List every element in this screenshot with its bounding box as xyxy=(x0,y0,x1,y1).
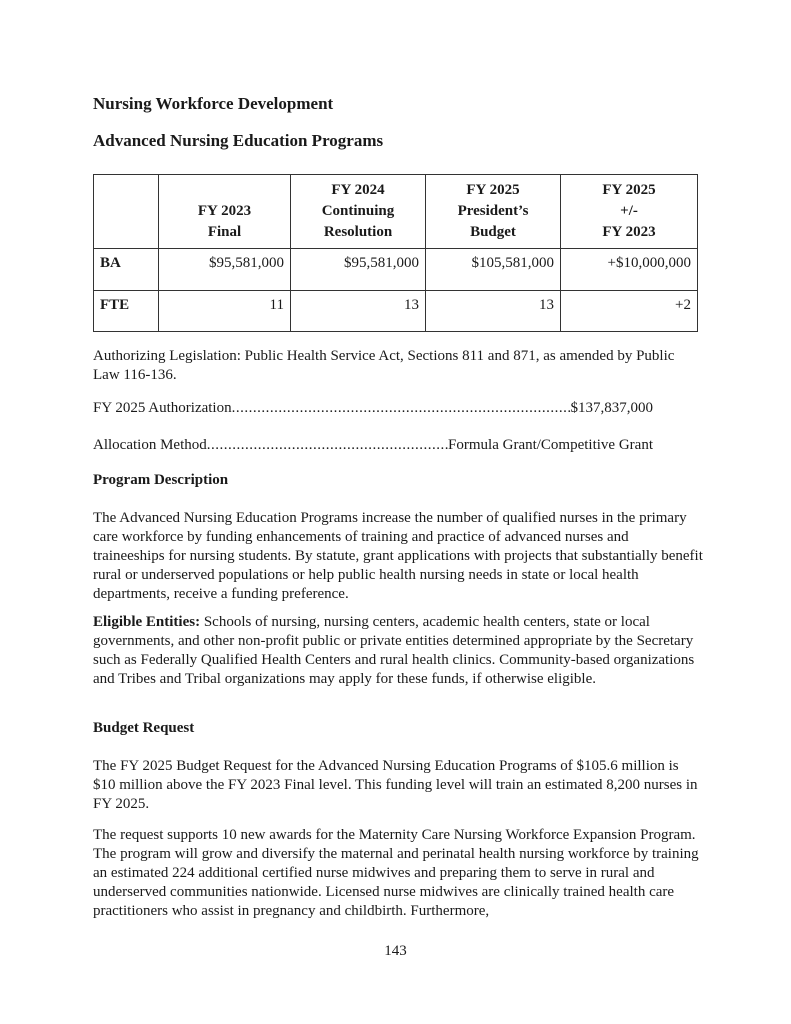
table-header-fy2025: FY 2025 President’s Budget xyxy=(426,175,561,249)
allocation-line xyxy=(93,437,653,454)
budget-table xyxy=(93,174,698,332)
table-cell: +2 xyxy=(561,291,698,332)
eligible-entities-label: Eligible Entities: xyxy=(93,614,201,630)
table-header-fy2023: FY 2023 Final xyxy=(159,175,291,249)
allocation-label: Allocation Method xyxy=(93,437,207,453)
budget-request-paragraph-1: The FY 2025 Budget Request for the Advanced Nursing Education Programs of $105.6 million is $10 million above the FY 2023 Final level. This funding level will train an estimated 8,200 nurses in FY 2025. xyxy=(93,758,698,812)
section-heading: Nursing Workforce Development xyxy=(93,94,334,113)
table-cell: $105,581,000 xyxy=(426,249,561,291)
table-row xyxy=(94,249,698,291)
table-row xyxy=(94,291,698,332)
table-header-row xyxy=(94,175,698,249)
program-description-paragraph: The Advanced Nursing Education Programs increase the number of qualified nurses in the primary care workforce by funding enhancements of training and practice of advanced nurses and traineeships for nursing students. By statute, grant applications with projects that substantially benefit rural or underserved populations or help public health nursing needs in state or local health departments, receive a funding preference. xyxy=(93,510,703,602)
budget-request-heading: Budget Request xyxy=(93,720,195,736)
program-title: Advanced Nursing Education Programs xyxy=(93,131,384,150)
eligible-entities-paragraph xyxy=(93,613,703,689)
eligible-entities-text: Schools of nursing, nursing centers, academic health centers, state or local governments, and other non-profit public or private entities determined appropriate by the Secretary such as Federally Qualified Health Centers and rural health clinics. Community-based organizations and Tribes and Tribal organizations may apply for these funds, if otherwise eligible. xyxy=(93,614,695,687)
page-number: 143 xyxy=(384,943,407,959)
authorization-value: $137,837,000 xyxy=(570,400,653,416)
row-label: FTE xyxy=(94,291,159,332)
allocation-value: Formula Grant/Competitive Grant xyxy=(448,437,653,453)
table-cell: 11 xyxy=(159,291,291,332)
table-header-blank xyxy=(94,175,159,249)
table-cell: $95,581,000 xyxy=(291,249,426,291)
dot-leader xyxy=(207,437,448,454)
program-description-heading: Program Description xyxy=(93,472,229,488)
authorizing-legislation: Authorizing Legislation: Public Health Service Act, Sections 811 and 871, as amended by Public Law 116-136. xyxy=(93,348,675,383)
authorization-label: FY 2025 Authorization xyxy=(93,400,232,416)
dot-leader xyxy=(232,400,571,417)
authorization-line xyxy=(93,400,653,417)
table-header-change: FY 2025 +/- FY 2023 xyxy=(561,175,698,249)
table-cell: +$10,000,000 xyxy=(561,249,698,291)
table-header-fy2024: FY 2024 Continuing Resolution xyxy=(291,175,426,249)
table-cell: $95,581,000 xyxy=(159,249,291,291)
table-cell: 13 xyxy=(291,291,426,332)
budget-request-paragraph-2: The request supports 10 new awards for the Maternity Care Nursing Workforce Expansion Program. The program will grow and diversify the maternal and perinatal health nursing workforce by training an estimated 224 additional certified nurse midwives and preparing them to serve in rural and underserved communities nationwide. Licensed nurse midwives are clinically trained health care practitioners who assist in pregnancy and childbirth. Furthermore, xyxy=(93,827,699,919)
table-cell: 13 xyxy=(426,291,561,332)
row-label: BA xyxy=(94,249,159,291)
